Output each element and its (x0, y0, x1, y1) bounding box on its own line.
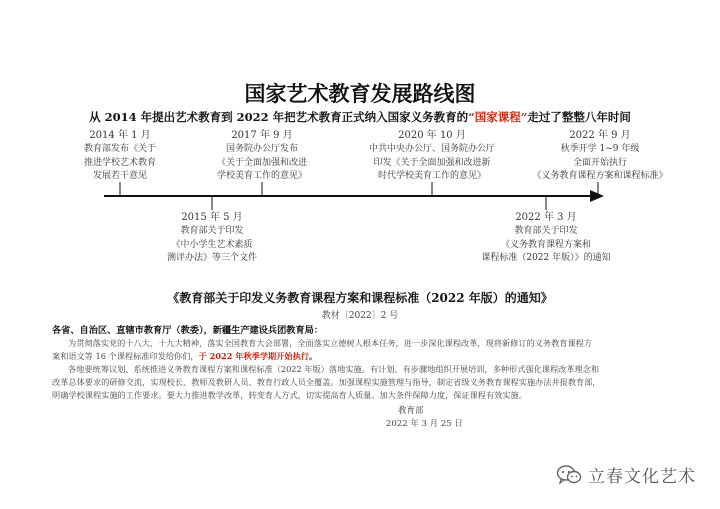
wechat-icon (556, 464, 582, 486)
event-line: 教育部发布《关于 (83, 144, 156, 154)
notice-paragraph-2 (52, 363, 672, 402)
event-line: 中共中央办公厅、国务院办公厅 (368, 144, 495, 154)
paragraph-line: 各地要统筹议划、系统推进义务教育课程方案和课程标准（2022 年版）落地实施。有计划、有步骤地组织开展培训，多种形式强化课程改革理念和 (68, 364, 600, 374)
subtitle-before: 从 2014 年提出艺术教育到 2022 年把艺术教育正式纳入国家义务教育的 (89, 110, 469, 124)
event-line: 发展若干意见 (92, 171, 147, 181)
event-line: 测评办法》等三个文件 (166, 253, 257, 263)
event-date: 2022 年 9 月 (569, 130, 631, 141)
subtitle-highlight: “国家课程” (468, 110, 528, 124)
event-line: 《关于全面加强和改进 (216, 157, 307, 168)
event-date: 2015 年 5 月 (181, 212, 243, 223)
event-line: 学校美育工作的意见》 (216, 171, 307, 181)
notice-paragraph-1 (52, 337, 672, 363)
event-line: 课程标准（2022 年版）》的通知 (481, 253, 611, 263)
event-line: 印发《关于全面加强和改进新 (373, 157, 491, 168)
doc-number: 教材〔2022〕2 号 (321, 311, 399, 321)
paragraph-line (52, 350, 672, 363)
addressee: 各省、自治区、直辖市教育厅（教委），新疆生产建设兵团教育局： (52, 325, 324, 336)
event-line: 教育部关于印发 (180, 226, 244, 236)
event-date: 2017 年 9 月 (231, 130, 293, 141)
event-2020-10 (352, 128, 512, 184)
event-date: 2020 年 10 月 (398, 130, 466, 141)
subtitle-after: 走过了整整八年时间 (527, 110, 631, 124)
event-date: 2014 年 1 月 (89, 130, 151, 141)
event-2014-01 (60, 128, 180, 184)
paragraph-line: 改革总体要求的研修交流，实现校长、教师及教研人员、教育行政人员全覆盖。加强课程实施管理与指导，制定省级义务教育课程实施办法并报教育部， (52, 377, 601, 387)
event-2022-09 (518, 128, 682, 184)
timeline-arrowhead (590, 190, 604, 202)
event-date: 2022 年 3 月 (515, 212, 577, 223)
event-line: 《中小学生艺术素质 (171, 239, 253, 250)
notice-title: 《教育部关于印发义务教育课程方案和课程标准（2022 年版）的通知》 (167, 291, 553, 305)
watermark-text: 立春文化艺术 (588, 467, 696, 487)
event-line: 推进学校艺术教育 (83, 157, 156, 168)
signature-date: 2022 年 3 月 25 日 (386, 419, 463, 429)
paragraph-line: 明确学校课程实施的工作要求。要大力推进教学改革，转变育人方式，切实提高育人质量。加大条件保障力度，保证课程有效实施。 (52, 390, 527, 400)
paragraph-text: 案和语文等 16 个课程标准印发给你们， (52, 351, 199, 361)
signature-org: 教育部 (398, 406, 424, 416)
paragraph-emphasis: 于 2022 年秋季学期开始执行。 (198, 351, 318, 361)
event-line: 全面开始执行 (572, 157, 627, 168)
event-line: 时代学校美育工作的意见》 (377, 171, 486, 181)
event-line: 教育部关于印发 (514, 226, 578, 236)
event-line: 秋季开学 1~9 年级 (560, 144, 640, 154)
event-line: 国务院办公厅发布 (225, 144, 298, 154)
event-2017-09 (192, 128, 332, 184)
page-title: 国家艺术教育发展路线图 (244, 81, 476, 106)
event-2022-03 (466, 210, 626, 266)
event-line: 《义务教育课程方案和 (500, 239, 591, 250)
event-2015-05 (147, 210, 277, 266)
watermark (556, 462, 696, 487)
paragraph-line: 为贯彻落实党的十八大、十九大精神，落实全国教育大会部署，全面落实立德树人根本任务，进一步深化课程改革，现将新修订的义务教育课程方 (68, 338, 593, 348)
event-line: 《义务教育课程方案和课程标准》 (532, 171, 668, 181)
